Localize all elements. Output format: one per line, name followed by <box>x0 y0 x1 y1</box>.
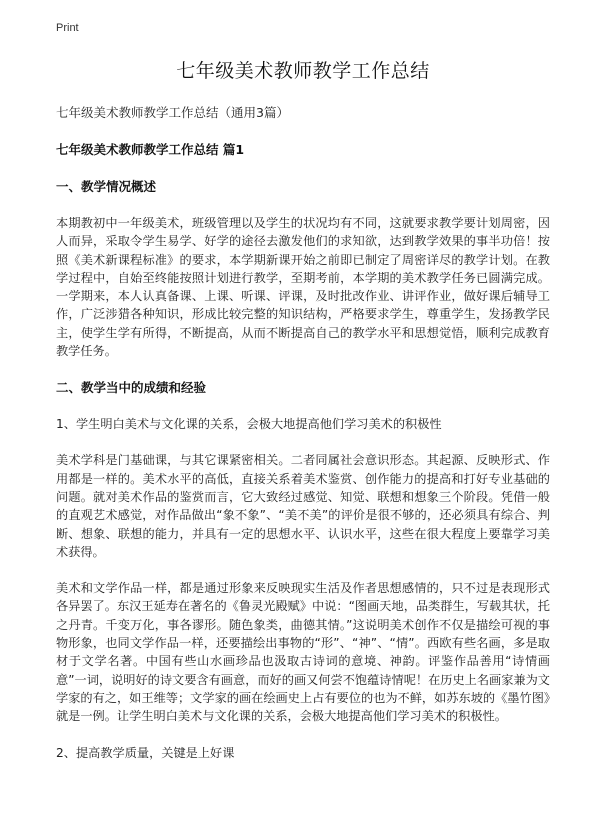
document-title: 七年级美术教师教学工作总结 <box>176 60 430 82</box>
heading-teaching-overview: 一、教学情况概述 <box>56 179 157 194</box>
paragraph-art-basics: 美术学科是门基础课，与其它课紧密相关。二者同属社会意识形态。其起源、反映形式、作用都是一样的。美术水平的高低，直接关系着美术鉴赏、创作能力的提高和打好专业基础的问题。就对美术作品的鉴赏而言，它大致经过感觉、知觉、联想和想象三个阶段。凭借一般的直观艺术感觉，对作品做出“象不象”、“美不美”的评价是很不够的，还必须具有综合、判断、想象、联想的能力，并具有一定的思想水平、认识水平，这些在很大程度上要靠学习美术获得。 <box>56 453 550 559</box>
list-item-1: 1、学生明白美术与文化课的关系，会极大地提高他们学习美术的积极性 <box>56 417 442 432</box>
print-label: Print <box>56 22 79 34</box>
heading-achievements: 二、教学当中的成绩和经验 <box>56 380 207 396</box>
document-subtitle: 七年级美术教师教学工作总结（通用3篇） <box>56 105 289 120</box>
list-item-2: 2、提高教学质量，关键是上好课 <box>56 745 235 760</box>
paragraph-art-literature: 美术和文学作品一样，都是通过形象来反映现实生活及作者思想感情的，只不过是表现形式各异罢了。东汉王延寿在著名的《鲁灵光殿赋》中说：“图画天地，品类群生，写载其状，托之丹青。千变万化，事各谬形。随色象类，曲德其情。”这说明美术创作不仅是描绘可视的事物形象，也同文学作品一样，还要描绘出事物的“形”、“神”、“情”。西欧有些名画，多是取材于文学名著。中国有些山水画珍品也汲取古诗词的意境、神韵。评鉴作品善用“诗情画意”一词，说明好的诗文要含有画意，而好的画又何尝不饱蕴诗情呢！在历史上名画家兼为文学家的有之，如王维等；文学家的画在绘画史上占有要位的也为不鲜，如苏东坡的《墨竹图》就是一例。让学生明白美术与文化课的关系，会极大地提高他们学习美术的积极性。 <box>56 581 550 724</box>
paragraph-overview: 本期教初中一年级美术，班级管理以及学生的状况均有不同，这就要求教学要计划周密，因人而异，采取令学生易学、好学的途径去激发他们的求知欲，达到教学效果的事半功倍！按照《美术新课程标准》的要求，本学期新课开始之前即已制定了周密详尽的教学计划。在教学过程中，自始至终能按照计划进行教学，至期考前，本学期的美术教学任务已圆满完成。一学期来，本人认真备课、上课、听课、评课，及时批改作业、讲评作业，做好课后辅导工作，广泛涉猎各种知识，形成比较完整的知识结构，严格要求学生，尊重学生，发扬教学民主，使学生学有所得，不断提高，从而不断提高自己的教学水平和思想觉悟，顺利完成教育教学任务。 <box>56 216 550 359</box>
section-title: 七年级美术教师教学工作总结 篇1 <box>56 142 245 157</box>
